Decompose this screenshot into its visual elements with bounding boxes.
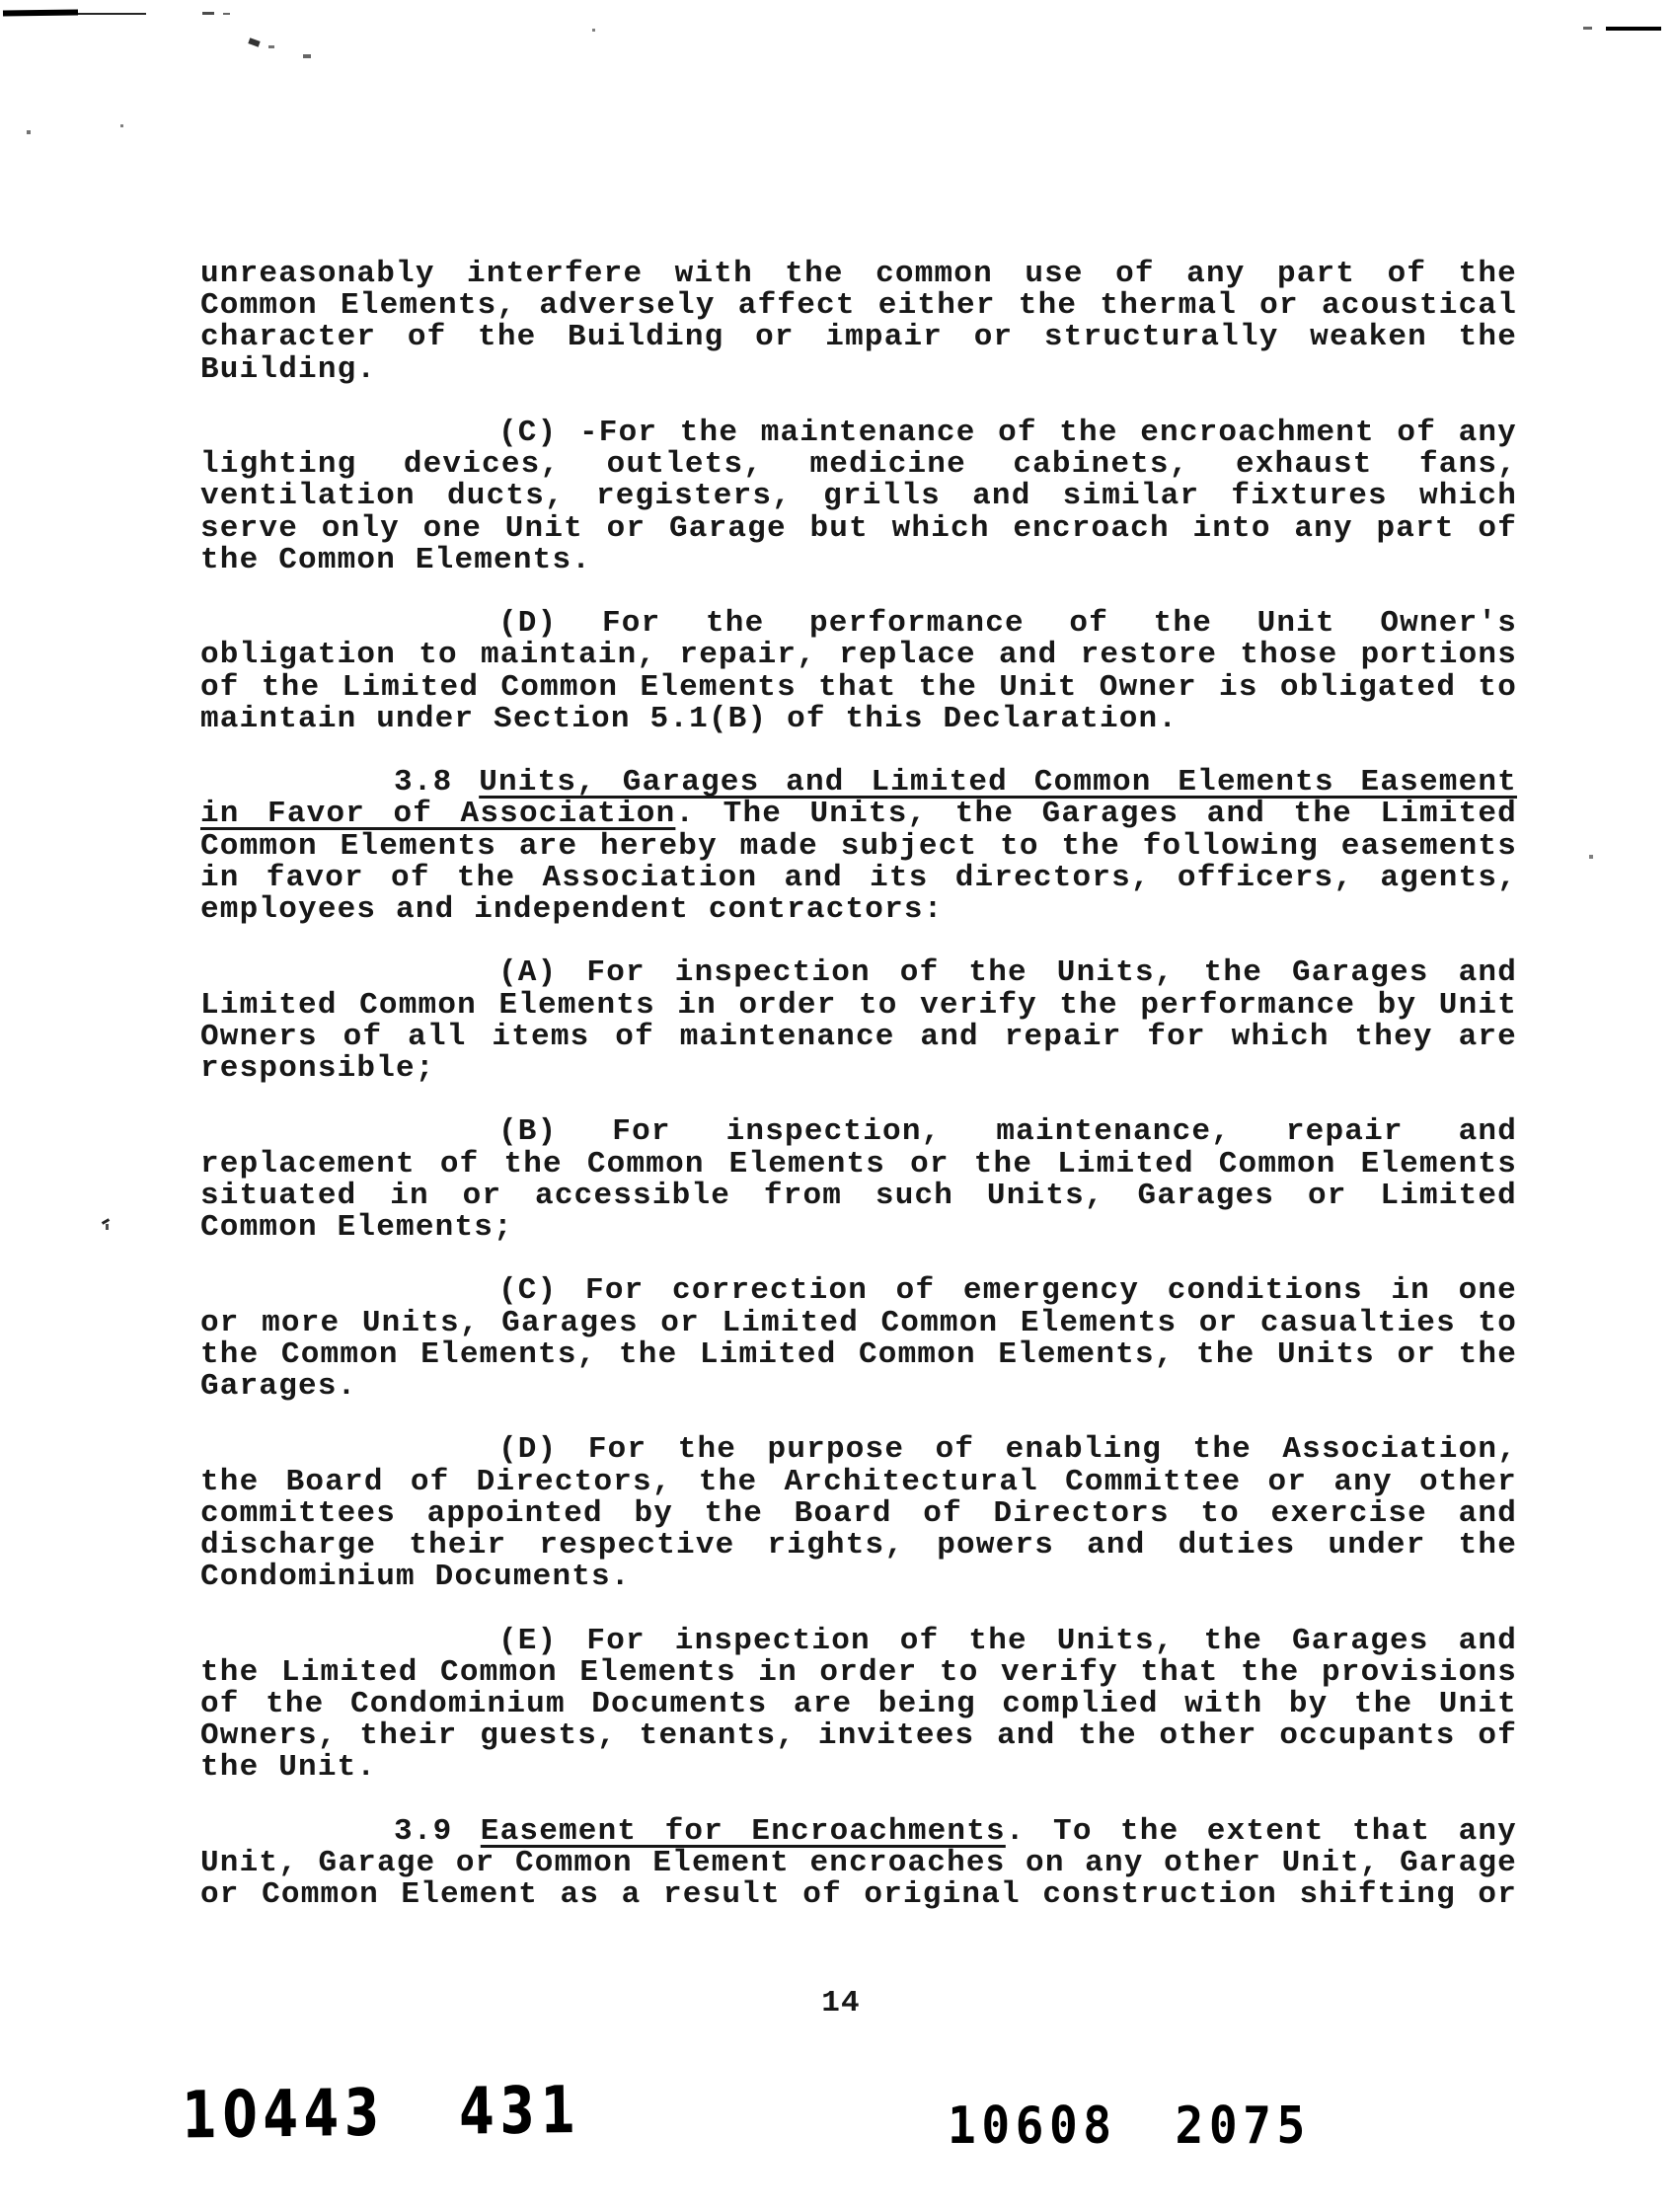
text-segment: Common Elements, adversely affect either the thermal or acoustical xyxy=(200,288,1517,324)
stamp-book-number: 10443 xyxy=(182,2074,386,2154)
scan-artifact-speck xyxy=(27,130,31,134)
text-line xyxy=(200,1752,1517,1784)
text-segment: . The Units, the Garages and the Limited xyxy=(675,797,1517,832)
paragraph-clause-3-8-E xyxy=(200,1623,1517,1786)
text-line xyxy=(200,351,1517,387)
text-segment: ventilation ducts, registers, grills and similar fixtures which xyxy=(200,479,1517,514)
document-text xyxy=(200,259,1517,2021)
text-segment: the Common Elements. xyxy=(200,542,592,577)
text-segment: (B) For inspection, maintenance, repair and xyxy=(498,1114,1517,1150)
text-line xyxy=(200,1146,1517,1182)
text-line xyxy=(200,510,1517,546)
paragraphs-container xyxy=(200,259,1517,1911)
scan-artifact-top-left-line xyxy=(3,9,78,16)
stamp-page-number: 2075 xyxy=(1175,2097,1311,2156)
text-segment: in favor of the Association and its directors, officers, agents, xyxy=(200,860,1517,895)
text-line xyxy=(200,860,1517,895)
paragraph-section-3-9 xyxy=(200,1813,1517,1913)
text-segment: serve only one Unit or Garage but which encroach into any part of xyxy=(200,510,1517,546)
text-segment: (E) For inspection of the Units, the Garages and xyxy=(498,1623,1517,1658)
text-segment: (C) For correction of emergency conditions in one xyxy=(498,1273,1517,1309)
text-line xyxy=(200,1371,1517,1403)
scan-artifact-speck xyxy=(106,1224,109,1230)
text-segment: Unit, Garage or Common Element encroaches on any other Unit, Garage xyxy=(200,1846,1517,1881)
text-line xyxy=(200,1720,1517,1752)
text-segment: . To the extent that any xyxy=(1005,1813,1517,1849)
text-line xyxy=(200,1116,1517,1148)
paragraph-clause-3-8-B xyxy=(200,1116,1517,1244)
stamp-book-number: 10608 xyxy=(948,2097,1117,2156)
paragraph-clause-3-8-A xyxy=(200,957,1517,1085)
text-line xyxy=(200,767,1517,799)
text-line xyxy=(200,418,1517,449)
text-segment: the Board of Directors, the Architectural Committee or any other xyxy=(200,1464,1517,1499)
text-line xyxy=(200,1848,1517,1879)
scan-artifact-top-right-line xyxy=(1606,27,1661,31)
stamp-page-number: 431 xyxy=(459,2071,581,2150)
text-segment: responsible; xyxy=(200,1051,435,1087)
text-line xyxy=(200,542,1517,577)
underlined-heading-text: in Favor of Association xyxy=(200,797,676,832)
text-line xyxy=(200,290,1517,322)
text-segment: Common Elements; xyxy=(200,1210,513,1246)
text-segment: (C) -For the maintenance of the encroachment of any xyxy=(498,416,1517,450)
text-segment: Owners of all items of maintenance and repair for which they are xyxy=(200,1019,1517,1054)
text-segment: the Common Elements, the Limited Common Elements, the Units or the xyxy=(200,1336,1517,1372)
text-segment: discharge their respective rights, powers and duties under the xyxy=(200,1528,1517,1564)
paragraph-clause-3-7-C xyxy=(200,418,1517,576)
text-segment: the Limited Common Elements in order to verify that the provisions xyxy=(200,1654,1517,1690)
text-line xyxy=(200,259,1517,290)
scan-artifact-speck xyxy=(120,124,123,127)
underlined-heading-text: Easement for Encroachments xyxy=(480,1813,1006,1849)
text-segment: 3.8 xyxy=(394,765,480,801)
scan-artifact-dash xyxy=(1583,27,1592,30)
text-line xyxy=(200,1689,1517,1720)
text-line xyxy=(200,669,1517,705)
text-line xyxy=(200,1623,1517,1658)
text-line xyxy=(200,701,1517,736)
text-line xyxy=(200,1336,1517,1372)
text-segment: character of the Building or impair or structurally weaken the xyxy=(200,320,1517,355)
text-line xyxy=(200,1530,1517,1562)
page-number: 14 xyxy=(821,1986,861,2021)
text-line xyxy=(200,957,1517,989)
text-segment: the Unit. xyxy=(200,1750,377,1786)
paragraph-clause-3-8-C xyxy=(200,1275,1517,1403)
text-segment: Building. xyxy=(200,351,377,387)
text-line xyxy=(200,1019,1517,1054)
text-segment: (A) For inspection of the Units, the Garages and xyxy=(498,955,1517,991)
text-line xyxy=(200,1562,1517,1593)
text-segment: Garages. xyxy=(200,1369,357,1405)
text-segment: Owners, their guests, tenants, invitees and the other occupants of xyxy=(200,1718,1517,1754)
text-segment: situated in or accessible from such Units, Garages or Limited xyxy=(200,1178,1517,1213)
text-segment: of the Condominium Documents are being complied with by the Unit xyxy=(200,1687,1517,1722)
scan-artifact-speck xyxy=(248,38,260,46)
text-line xyxy=(200,1053,1517,1085)
text-segment: 3.9 xyxy=(394,1813,481,1849)
text-line xyxy=(200,1212,1517,1244)
text-segment: employees and independent contractors: xyxy=(200,892,944,928)
text-segment: obligation to maintain, repair, replace and restore those portions xyxy=(200,638,1517,673)
text-line xyxy=(200,449,1517,481)
text-segment: replacement of the Common Elements or the Limited Common Elements xyxy=(200,1146,1517,1182)
underlined-heading-text: Units, Garages and Limited Common Elements Easement xyxy=(479,765,1517,801)
scan-artifact-speck xyxy=(1589,855,1593,859)
scan-artifact-dash xyxy=(202,12,214,15)
text-line xyxy=(200,799,1517,830)
recorder-stamp-left xyxy=(182,2072,581,2154)
text-line xyxy=(200,1495,1517,1531)
text-segment: maintain under Section 5.1(B) of this Declaration. xyxy=(200,701,1179,736)
text-line xyxy=(200,894,1517,926)
text-segment: (D) For the purpose of enabling the Association, xyxy=(498,1432,1517,1468)
stamp-gap xyxy=(385,2134,459,2135)
paragraph-clause-3-7-D xyxy=(200,608,1517,735)
text-segment: Condominium Documents. xyxy=(200,1560,631,1595)
recorder-stamp-right xyxy=(948,2097,1311,2156)
text-line xyxy=(200,481,1517,512)
text-line xyxy=(200,640,1517,671)
text-line xyxy=(200,1654,1517,1690)
paragraph-intro-continuation xyxy=(200,259,1517,386)
text-segment: (D) For the performance of the Unit Owner's xyxy=(498,606,1517,642)
text-segment: lighting devices, outlets, medicine cabinets, exhaust fans, xyxy=(200,447,1517,483)
text-segment: unreasonably interfere with the common use of any part of the xyxy=(200,257,1517,291)
text-line xyxy=(200,1178,1517,1213)
paragraph-section-3-8 xyxy=(200,767,1517,926)
text-line xyxy=(200,322,1517,353)
scan-artifact-speck xyxy=(268,45,274,48)
text-line xyxy=(200,987,1517,1023)
text-segment: of the Limited Common Elements that the Unit Owner is obligated to xyxy=(200,669,1517,705)
text-line xyxy=(200,1434,1517,1466)
text-line xyxy=(200,828,1517,864)
text-line xyxy=(200,608,1517,640)
text-line xyxy=(200,1879,1517,1911)
scan-artifact-dash xyxy=(223,13,230,15)
text-line xyxy=(200,1275,1517,1307)
scan-artifact-top-left-line-tail xyxy=(75,13,146,15)
text-segment: Common Elements are hereby made subject to the following easements xyxy=(200,828,1517,864)
text-segment: or Common Element as a result of original construction shifting or xyxy=(200,1877,1517,1913)
text-line xyxy=(200,1464,1517,1499)
text-segment: Limited Common Elements in order to verify the performance by Unit xyxy=(200,987,1517,1023)
text-segment: committees appointed by the Board of Directors to exercise and xyxy=(200,1495,1517,1531)
scan-artifact-speck xyxy=(592,29,595,32)
scan-artifact-speck xyxy=(303,54,311,58)
text-segment: or more Units, Garages or Limited Common Elements or casualties to xyxy=(200,1305,1517,1340)
paragraph-clause-3-8-D xyxy=(200,1434,1517,1593)
text-line xyxy=(200,1813,1517,1849)
text-line xyxy=(200,1305,1517,1340)
